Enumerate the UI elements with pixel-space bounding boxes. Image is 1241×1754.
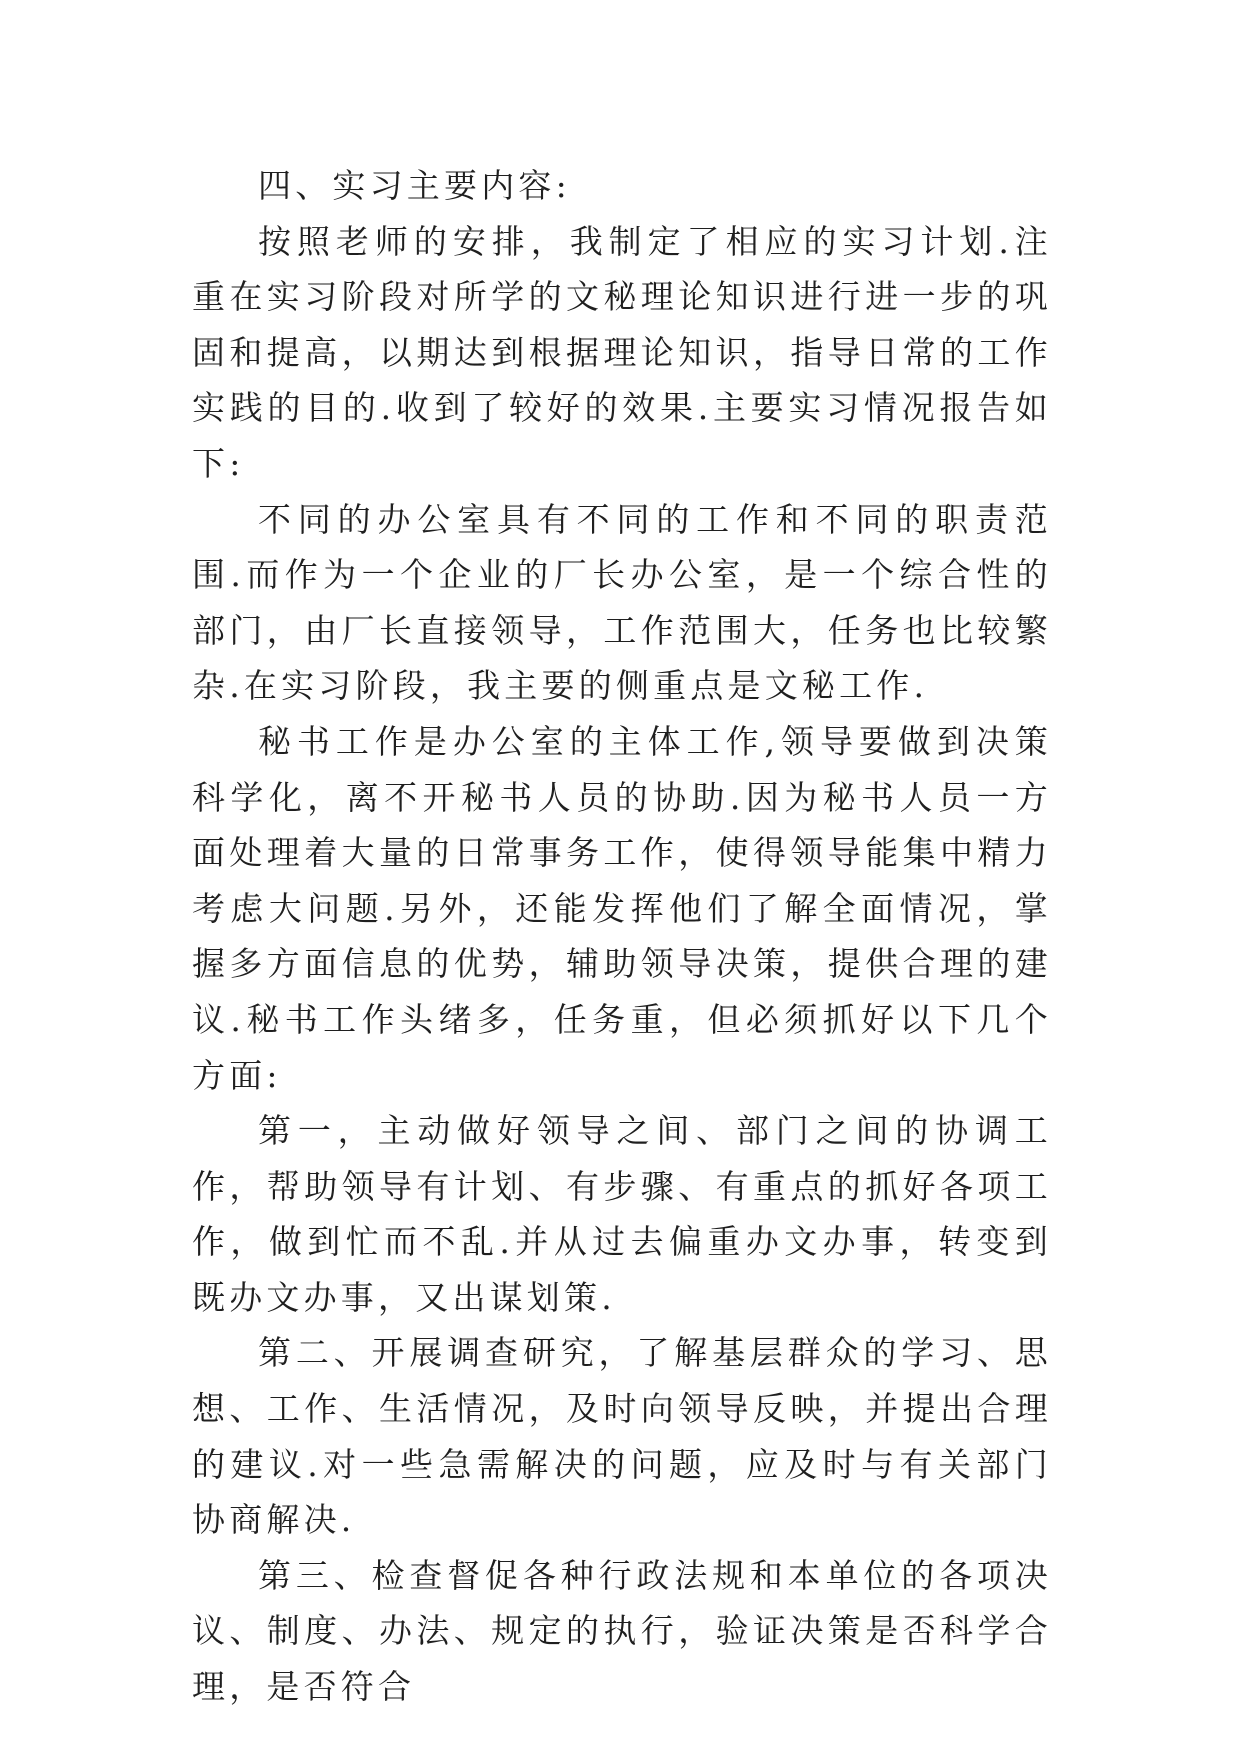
- paragraph-intro: 按照老师的安排，我制定了相应的实习计划.注重在实习阶段对所学的文秘理论知识进行进一步的巩固和提高，以期达到根据理论知识，指导日常的工作实践的目的.收到了较好的效果.主要实习情况报告如下:: [192, 221, 1052, 483]
- paragraph-office-scope: 不同的办公室具有不同的工作和不同的职责范围.而作为一个企业的厂长办公室，是一个综合性的部门，由厂长直接领导，工作范围大，任务也比较繁杂.在实习阶段，我主要的侧重点是文秘工作.: [192, 499, 1052, 706]
- section-heading: 四、实习主要内容:: [258, 166, 571, 205]
- document-body: [192, 158, 1052, 1715]
- paragraph-point-three: 第三、检查督促各种行政法规和本单位的各项决议、制度、办法、规定的执行，验证决策是否科学合理，是否符合: [192, 1555, 1052, 1707]
- paragraph-point-one: 第一，主动做好领导之间、部门之间的协调工作，帮助领导有计划、有步骤、有重点的抓好各项工作，做到忙而不乱.并从过去偏重办文办事，转变到既办文办事，又出谋划策.: [192, 1111, 1052, 1317]
- paragraph-secretary-work: 秘书工作是办公室的主体工作,领导要做到决策科学化，离不开秘书人员的协助.因为秘书人员一方面处理着大量的日常事务工作，使得领导能集中精力考虑大问题.另外，还能发挥他们了解全面情况，掌握多方面信息的优势，辅助领导决策，提供合理的建议.秘书工作头绪多，任务重，但必须抓好以下几个方面:: [192, 721, 1052, 1095]
- paragraph-point-two: 第二、开展调查研究，了解基层群众的学习、思想、工作、生活情况，及时向领导反映，并提出合理的建议.对一些急需解决的问题，应及时与有关部门协商解决.: [192, 1333, 1052, 1540]
